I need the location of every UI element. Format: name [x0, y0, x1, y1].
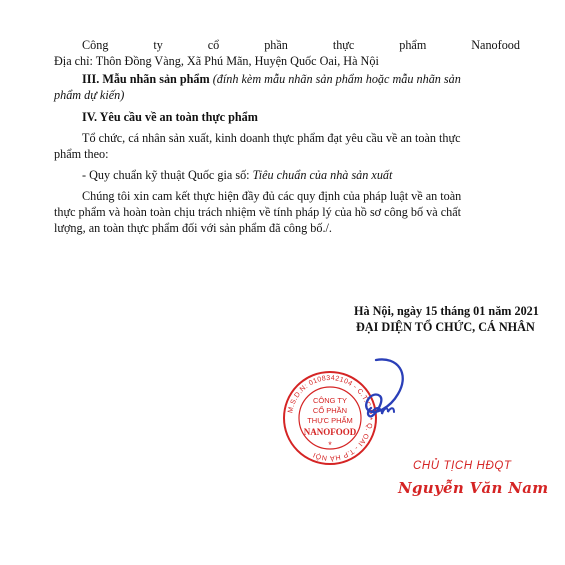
section4-heading: IV. Yêu cầu về an toàn thực phẩm [82, 110, 258, 124]
svg-text:NANOFOOD: NANOFOOD [303, 427, 357, 437]
svg-text:CỔ PHẦN: CỔ PHẦN [312, 406, 348, 415]
representative-label: ĐẠI DIỆN TỔ CHỨC, CÁ NHÂN [356, 320, 535, 334]
standard-value: Tiêu chuẩn của nhà sản xuất [252, 168, 393, 182]
svg-text:M.S.D.N: 0108342104 - C.T.C.P: M.S.D.N: 0108342104 - C.T.C.P * Q. OAI - T.P HÀ NỘI [287, 374, 374, 462]
section3-heading: III. Mẫu nhãn sản phẩm [82, 72, 210, 86]
company-word: phẩm [399, 38, 427, 52]
svg-text:THỰC PHẨM: THỰC PHẨM [307, 416, 353, 425]
company-word: cổ [207, 38, 220, 52]
company-address: Địa chỉ: Thôn Đồng Vàng, Xã Phú Mãn, Huyện Quốc Oai, Hà Nội [54, 54, 379, 68]
standard-prefix: - Quy chuẩn kỹ thuật Quốc gia số: [82, 168, 253, 182]
svg-text:CÔNG TY: CÔNG TY [312, 396, 348, 405]
commitment-line3: lượng, an toàn thực phẩm đối với sản phẩm đã công bố./. [54, 221, 332, 235]
handwritten-signature [338, 352, 418, 432]
company-name-line [82, 37, 520, 53]
company-word: Nanofood [471, 38, 520, 52]
company-word: phần [264, 38, 288, 52]
section3-note-continued: phẩm dự kiến) [54, 88, 125, 102]
section3-note: (đính kèm mẫu nhãn sản phẩm hoặc mẫu nhãn sản [209, 72, 461, 86]
standard-line [82, 167, 392, 183]
signer-name: Nguyễn Văn Nam [398, 479, 549, 497]
company-word: ty [153, 38, 163, 52]
signature-date: Hà Nội, ngày 15 tháng 01 năm 2021 [354, 304, 539, 318]
signer-title: CHỦ TỊCH HĐQT [413, 460, 512, 472]
company-word: Công [82, 38, 109, 52]
company-word: thực [332, 38, 355, 52]
section4-paragraph-line2: phẩm theo: [54, 147, 109, 161]
svg-text:*: * [328, 440, 332, 450]
section4-paragraph-line1: Tổ chức, cá nhân sản xuất, kinh doanh thực phẩm đạt yêu cầu về an toàn thực [82, 131, 461, 145]
commitment-line1: Chúng tôi xin cam kết thực hiện đầy đủ các quy định của pháp luật về an toàn [82, 189, 462, 203]
commitment-line2: thực phẩm và hoàn toàn chịu trách nhiệm về tính pháp lý của hồ sơ công bố và chất [54, 205, 461, 219]
section3-heading-line [82, 71, 461, 87]
